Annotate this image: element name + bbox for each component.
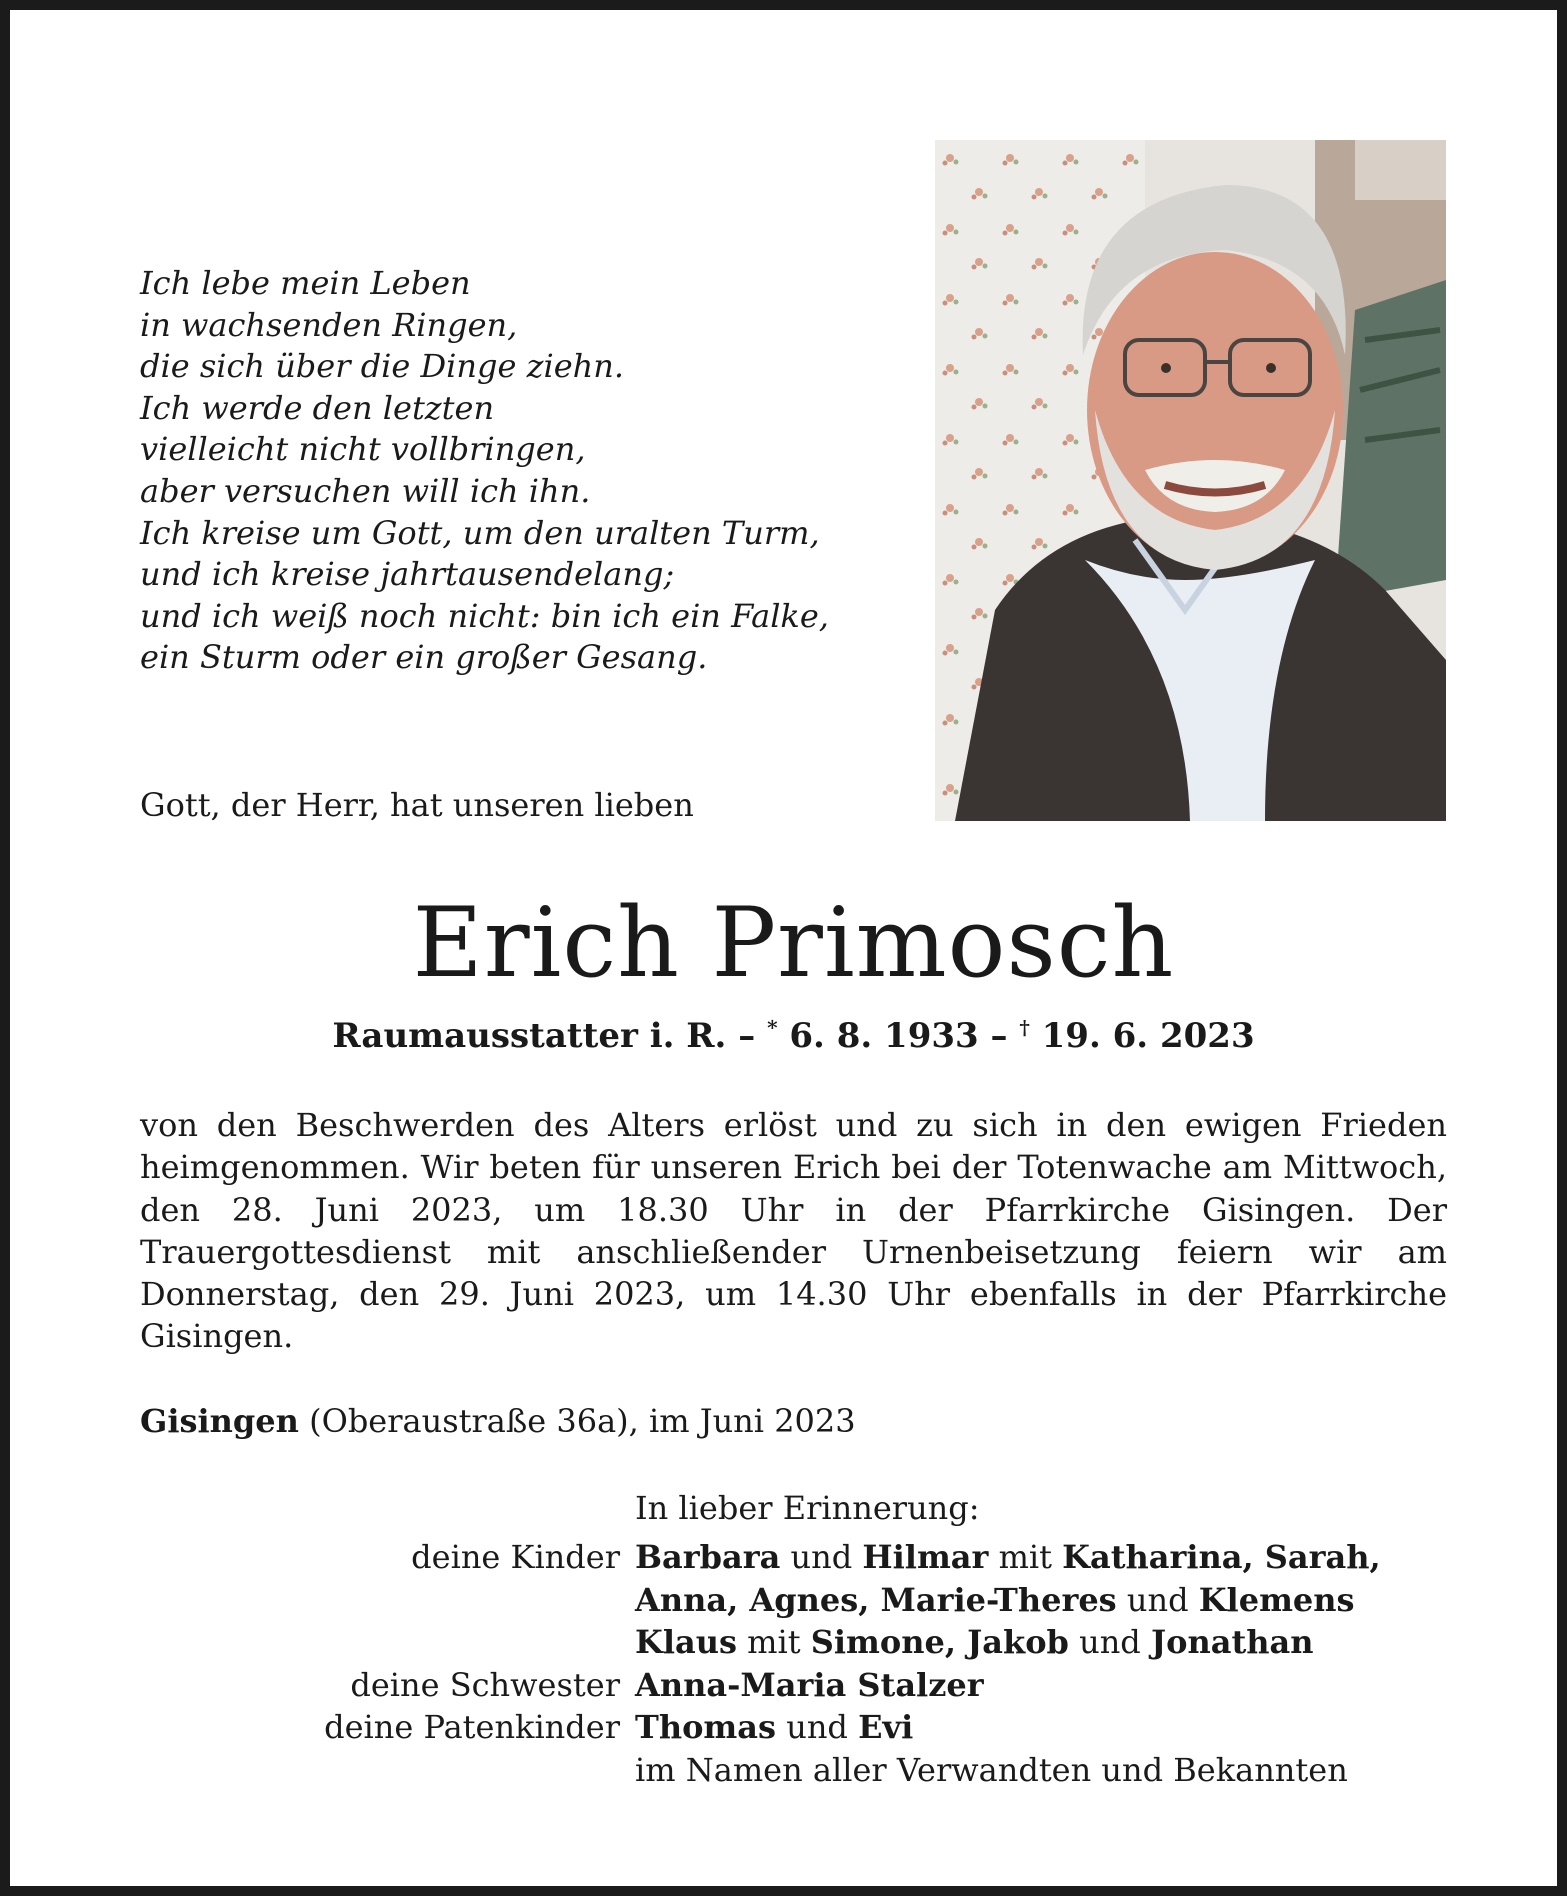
mourner-names <box>635 1536 1447 1579</box>
portrait-photo <box>935 140 1446 821</box>
mourner-row <box>140 1579 1447 1622</box>
birth-symbol: * <box>767 1015 778 1040</box>
mourner-name: Katharina, Sarah, <box>1062 1538 1381 1576</box>
connector: und <box>1116 1580 1199 1619</box>
place-town: Gisingen <box>140 1402 299 1440</box>
connector: und <box>780 1538 863 1576</box>
poem-line: aber versuchen will ich ihn. <box>140 471 591 510</box>
mourner-name: Jonathan <box>1150 1623 1314 1661</box>
birth-date: 6. 8. 1933 – <box>777 1016 1020 1056</box>
connector: und <box>776 1708 859 1746</box>
connector: mit <box>988 1538 1063 1576</box>
mourner-row <box>140 1536 1447 1579</box>
relation-label: deine Schwester <box>350 1665 620 1704</box>
relation-label <box>140 1749 635 1792</box>
relation-label <box>140 1621 635 1664</box>
poem-line: die sich über die Dinge ziehn. <box>140 347 625 386</box>
profession: Raumausstatter i. R. – <box>332 1016 768 1056</box>
portrait-illustration <box>935 140 1446 821</box>
death-symbol: † <box>1019 1015 1030 1040</box>
mourner-name: Anna-Maria Stalzer <box>635 1665 984 1704</box>
profession-and-dates <box>10 1014 1567 1058</box>
poem-line: Ich lebe mein Leben <box>140 264 471 302</box>
mourner-row <box>140 1706 1447 1749</box>
poem-line: in wachsenden Ringen, <box>140 305 518 344</box>
mourner-names <box>635 1706 1447 1749</box>
mourner-name: Barbara <box>635 1538 781 1576</box>
place-and-date <box>140 1400 856 1442</box>
mourner-name: Evi <box>858 1708 914 1746</box>
relation-label: deine Kinder <box>411 1538 620 1576</box>
mourner-names <box>635 1664 1447 1707</box>
closing-line: im Namen aller Verwandten und Bekannten <box>635 1750 1348 1789</box>
poem-line: und ich kreise jahrtausendelang; <box>140 555 675 594</box>
mourner-name: Thomas <box>635 1708 777 1746</box>
mourners-list <box>140 1536 1447 1791</box>
relation-label: deine Patenkinder <box>324 1708 620 1746</box>
intro-text: Gott, der Herr, hat unseren lieben <box>140 786 694 824</box>
connector: und <box>1068 1623 1151 1661</box>
poem-line: vielleicht nicht vollbringen, <box>140 430 586 469</box>
mourner-names <box>635 1579 1447 1622</box>
mourner-row <box>140 1621 1447 1664</box>
place-details: (Oberaustraße 36a), im Juni 2023 <box>298 1402 856 1440</box>
mourner-row <box>140 1664 1447 1707</box>
mourner-name: Klaus <box>635 1623 737 1661</box>
mourner-names <box>635 1621 1447 1664</box>
poem <box>140 263 860 679</box>
memory-heading: In lieber Erinnerung: <box>635 1489 980 1527</box>
deceased-name: Erich Primosch <box>412 887 1175 999</box>
poem-line: Ich werde den letzten <box>140 388 495 427</box>
mourner-name: Klemens <box>1198 1580 1355 1619</box>
mourner-name: Hilmar <box>862 1538 989 1576</box>
mourner-name: Anna, Agnes, Marie-Theres <box>635 1580 1117 1619</box>
announcement-text: von den Beschwerden des Alters erlöst und zu sich in den ewigen Frieden heimgenommen. Wir beten für unseren Erich bei der Totenwache am Mittwoch, den 28. Juni 2023, um 18.30 Uhr in der Pfarrkirche Gisingen. Der Trauergottesdienst mit anschließender Urnenbeisetzung feiern wir am Donnerstag, den 29. Juni 2023, um 14.30 Uhr ebenfalls in der Pfarrkirche Gisingen. <box>140 1106 1447 1356</box>
poem-line: Ich kreise um Gott, um den uralten Turm, <box>140 513 820 552</box>
poem-line: ein Sturm oder ein großer Gesang. <box>140 638 708 677</box>
connector: mit <box>736 1623 811 1661</box>
death-date: 19. 6. 2023 <box>1029 1016 1255 1056</box>
mourner-row <box>140 1749 1447 1792</box>
relation-label <box>140 1579 635 1622</box>
mourner-name: Simone, Jakob <box>810 1623 1069 1661</box>
poem-line: und ich weiß noch nicht: bin ich ein Falke, <box>140 596 829 635</box>
